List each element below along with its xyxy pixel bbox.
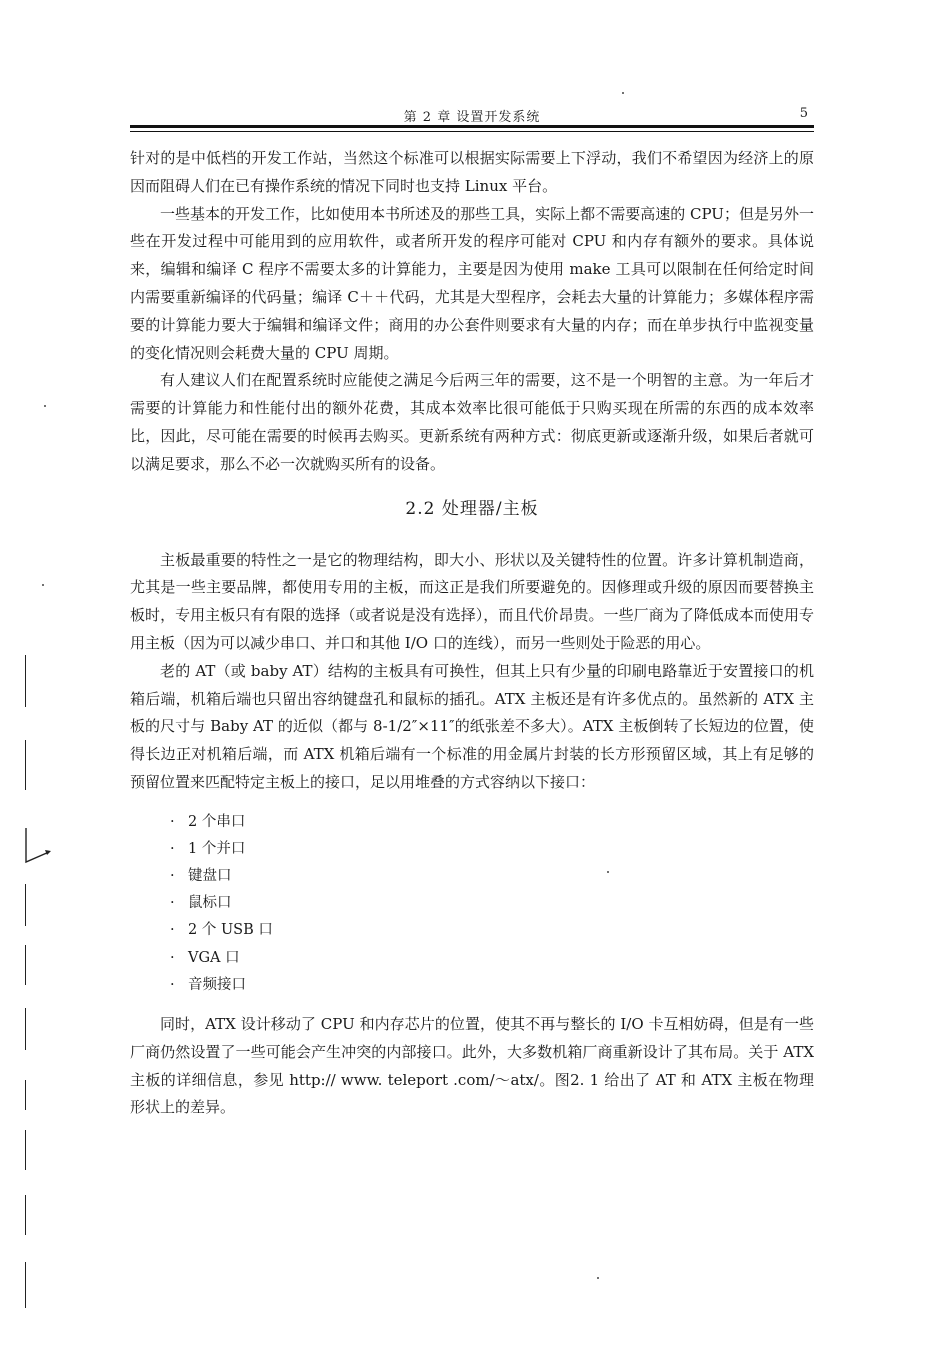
margin-line — [25, 1262, 26, 1308]
margin-line — [25, 1008, 26, 1050]
body-paragraph: 有人建议人们在配置系统时应能使之满足今后两三年的需要，这不是一个明智的主意。为一年后才需要的计算能力和性能付出的额外花费，其成本效率比很可能低于只购买现在所需的东西的成本效率比，因此，尽可能在需要的时候再去购买。更新系统有两种方式：彻底更新或逐渐升级，如果后者就可以满足要求，那么不必一次就购买所有的设备。 — [130, 371, 814, 473]
margin-hook-mark — [25, 828, 55, 868]
margin-line — [25, 1195, 26, 1235]
section-heading: 2.2 处理器/主板 — [405, 498, 539, 519]
list-item-text: 2 个 USB 口 — [188, 922, 273, 939]
bullet-marker: · — [170, 840, 175, 857]
scan-speck — [597, 1277, 599, 1279]
body-paragraph: 针对的是中低档的开发工作站，当然这个标准可以根据实际需要上下浮动，我们不希望因为经济上的原因而阻碍人们在已有操作系统的情况下同时也支持 Linux 平台。 — [130, 149, 814, 195]
page-body — [130, 145, 814, 1122]
margin-line — [25, 884, 26, 926]
margin-line — [25, 655, 26, 707]
bullet-marker: · — [170, 813, 175, 830]
margin-line — [25, 945, 26, 985]
page-header — [130, 104, 814, 126]
margin-line — [25, 1080, 26, 1110]
list-item-text: VGA 口 — [188, 949, 240, 966]
scan-speck — [622, 92, 624, 94]
port-list — [130, 809, 814, 999]
list-item — [170, 836, 814, 863]
page-number: 5 — [799, 106, 808, 121]
bullet-marker: · — [170, 949, 175, 966]
header-rule-thin — [130, 131, 814, 132]
scan-speck — [42, 584, 44, 586]
list-item-text: 键盘口 — [188, 868, 232, 885]
chapter-title: 第 2 章 设置开发系统 — [403, 110, 541, 125]
body-paragraph: 一些基本的开发工作，比如使用本书所述及的那些工具，实际上都不需要高速的 CPU；但是另外一些在开发过程中可能用到的应用软件，或者所开发的程序可能对 CPU 和内存有额外的要求。具体说来，编辑和编译 C 程序不需要太多的计算能力，主要是因为使用 make 工具可以限制在任何给定时间内需要重新编译的代码量；编译 C＋＋代码，尤其是大型程序，会耗去大量的计算能力；多媒体程序需要的计算能力要大于编辑和编译文件；商用的办公套件则要求有大量的内存；而在单步执行中监视变量的变化情况则会耗费大量的 CPU 周期。 — [130, 204, 814, 362]
bullet-marker: · — [170, 922, 175, 939]
body-paragraph: 同时，ATX 设计移动了 CPU 和内存芯片的位置，使其不再与整长的 I/O 卡互相妨碍，但是有一些厂商仍然设置了一些可能会产生冲突的内部接口。此外，大多数机箱厂商重新设计了其布局。关于 ATX 主板的详细信息，参见 http:// www. teleport .com/～atx/。图2. 1 给出了 AT 和 ATX 主板在物理形状上的差异。 — [130, 1015, 814, 1117]
list-item-text: 音频接口 — [188, 976, 246, 993]
margin-line — [25, 1130, 26, 1170]
list-item — [170, 890, 814, 917]
list-item-text: 1 个并口 — [188, 840, 246, 857]
list-item-text: 鼠标口 — [188, 895, 232, 912]
header-rule-thick — [130, 125, 814, 128]
list-item — [170, 809, 814, 836]
list-item-text: 2 个串口 — [188, 813, 246, 830]
body-paragraph: 老的 AT（或 baby AT）结构的主板具有可换性，但其上只有少量的印刷电路靠近于安置接口的机箱后端，机箱后端也只留出容纳键盘孔和鼠标的插孔。ATX 主板还是有许多优点的。虽然新的 ATX 主板的尺寸与 Baby AT 的近似（都与 8-1/2″×11″的纸张差不多大）。ATX 主板倒转了长短边的位置，使得长边正对机箱后端，而 ATX 机箱后端有一个标准的用金属片封装的长方形预留区域，其上有足够的预留位置来匹配特定主板上的接口，足以用堆叠的方式容纳以下接口： — [130, 661, 814, 791]
list-item — [170, 917, 814, 944]
margin-line — [25, 740, 26, 790]
scan-speck — [44, 405, 46, 407]
list-item — [170, 945, 814, 972]
bullet-marker: · — [170, 895, 175, 912]
list-item — [170, 972, 814, 999]
bullet-marker: · — [170, 868, 175, 885]
body-paragraph: 主板最重要的特性之一是它的物理结构，即大小、形状以及关键特性的位置。许多计算机制造商，尤其是一些主要品牌，都使用专用的主板，而这正是我们所要避免的。因修理或升级的原因而要替换主板时，专用主板只有有限的选择（或者说是没有选择），而且代价昂贵。一些厂商为了降低成本而使用专用主板（因为可以减少串口、并口和其他 I/O 口的连线），而另一些则处于险恶的用心。 — [130, 550, 814, 652]
list-item — [170, 863, 814, 890]
bullet-marker: · — [170, 976, 175, 993]
scan-speck — [607, 871, 609, 873]
